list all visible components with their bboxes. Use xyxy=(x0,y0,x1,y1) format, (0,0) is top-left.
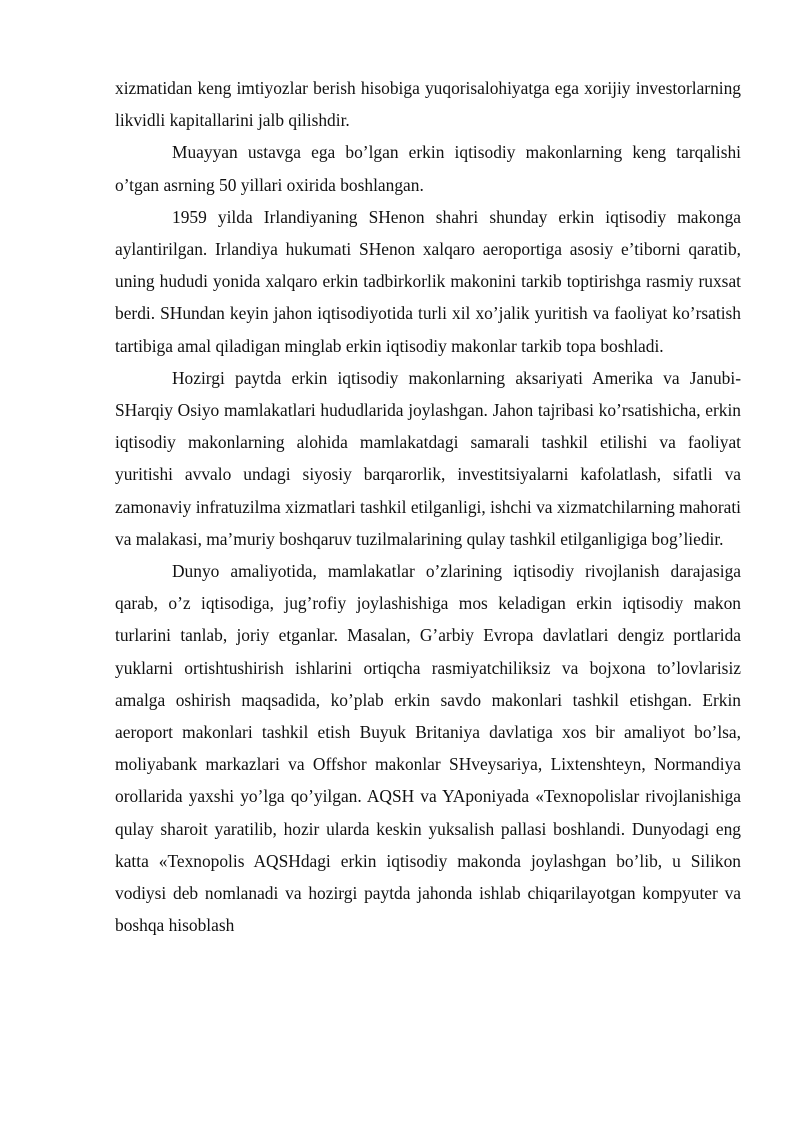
paragraph-shenon: 1959 yilda Irlandiyaning SHenon shahri shunday erkin iqtisodiy makonga aylantirilgan. Irlandiya hukumati SHenon xalqaro aeroportiga asosiy e’tiborni qaratib, uning hududi yonida xalqaro erkin tadbirkorlik makonini tarkib toptirishga rasmiy ruxsat berdi. SHundan keyin jahon iqtisodiyotida turli xil xo’jalik yuritish va faoliyat ko’rsatish tartibiga amal qiladigan minglab erkin iqtisodiy makonlar tarkib topa boshladi. xyxy=(115,206,741,356)
paragraph-hozirgi-paytda: Hozirgi paytda erkin iqtisodiy makonlarning aksariyati Amerika va Janubi-SHarqiy Osiyo mamlakatlari hududlarida joylashgan. Jahon tajribasi ko’rsatishicha, erkin iqtisodiy makonlarning alohida mamlakatdagi samarali tashkil etilishi va faoliyat yuritishi avvalo undagi siyosiy barqarorlik, investitsiyalarni kafolatlash, sifatli va zamonaviy infratuzilma xizmatlari tashkil etilganligi, ishchi va xizmatchilarning mahorati va malakasi, ma’muriy boshqaruv tuzilmalarining qulay tashkil etilganligiga bog’liedir. xyxy=(115,367,741,549)
paragraph-ustav: Muayyan ustavga ega bo’lgan erkin iqtisodiy makonlarning keng tarqalishi o’tgan asrning 50 yillari oxirida boshlangan. xyxy=(115,142,741,195)
document-page xyxy=(115,72,741,941)
paragraph-dunyo-amaliyotida: Dunyo amaliyotida, mamlakatlar o’zlarining iqtisodiy rivojlanish darajasiga qarab, o’z iqtisodiga, jug’rofiy joylashishiga mos keladigan erkin iqtisodiy makon turlarini tanlab, joriy etganlar. Masalan, G’arbiy Evropa davlatlari dengiz portlarida yuklarni ortishtushirish ishlarini ortiqcha rasmiyatchiliksiz va bojxona to’lovlarisiz amalga oshirish maqsadida, ko’plab erkin savdo makonlari tashkil etishgan. Erkin aeroport makonlari tashkil etish Buyuk Britaniya davlatiga xos bir amaliyot bo’lsa, moliyabank markazlari va Offshor makonlar SHveysariya, Lixtenshteyn, Normandiya orollarida yaxshi yo’lga qo’yilgan. AQSH va YAponiyada «Texnopolislar rivojlanishiga qulay sharoit yaratilib, hozir ularda keskin yuksalish pallasi boshlandi. Dunyodagi eng katta «Texnopolis AQSHdagi erkin iqtisodiy makonda joylashgan bo’lib, u Silikon vodiysi deb nomlanadi va hozirgi paytda jahonda ishlab chiqarilayotgan kompyuter va boshqa hisoblash xyxy=(115,561,741,936)
paragraph-continuation: xizmatidan keng imtiyozlar berish hisobiga yuqorisalohiyatga ega xorijiy investorlarning likvidli kapitallarini jalb qilishdir. xyxy=(115,78,741,131)
